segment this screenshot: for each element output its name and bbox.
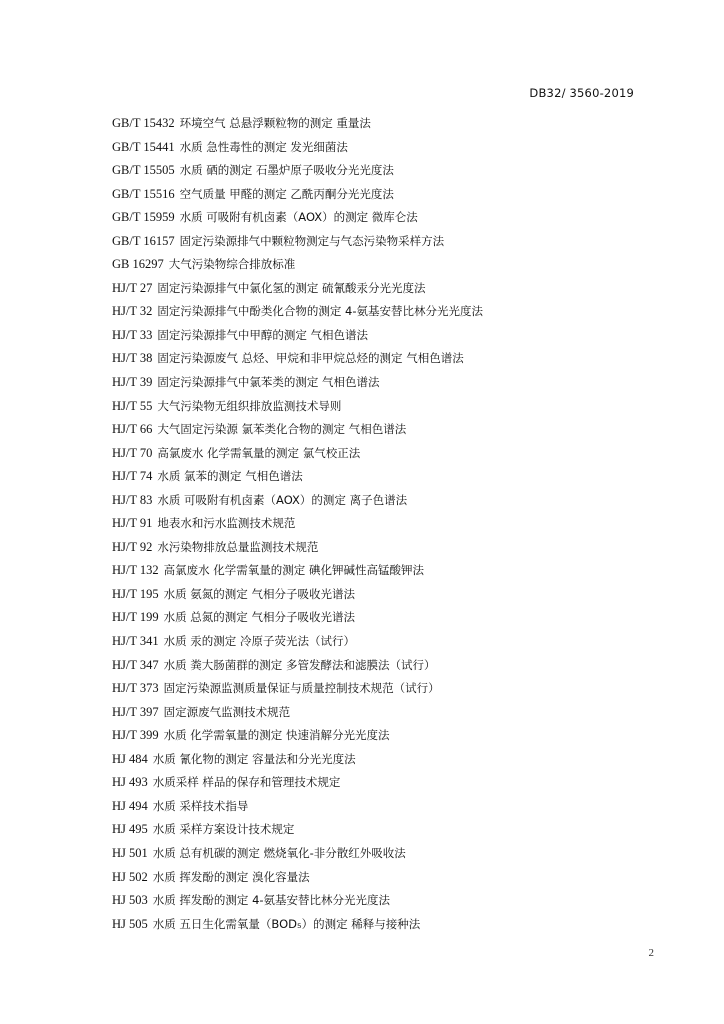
- reference-title: 水污染物排放总量监测技术规范: [157, 539, 319, 554]
- reference-item: [112, 794, 483, 818]
- reference-item: [112, 111, 483, 135]
- reference-item: [112, 865, 483, 889]
- reference-code: HJ 503: [112, 893, 148, 908]
- reference-item: [112, 817, 483, 841]
- reference-title: 地表水和污水监测技术规范: [157, 516, 296, 531]
- reference-code: HJ/T 92: [112, 539, 153, 554]
- reference-code: HJ/T 341: [112, 634, 159, 649]
- reference-code: HJ/T 39: [112, 375, 153, 390]
- reference-code: GB/T 15516: [112, 186, 175, 201]
- reference-title: 固定污染源监测质量保证与质量控制技术规范（试行）: [163, 681, 440, 696]
- reference-code: GB/T 15441: [112, 139, 175, 154]
- reference-title: 固定污染源排气中氯苯类的测定 气相色谱法: [157, 375, 380, 390]
- reference-title: 固定污染源排气中甲醇的测定 气相色谱法: [157, 327, 369, 342]
- reference-title: 水质 急性毒性的测定 发光细菌法: [179, 139, 348, 154]
- reference-title: 固定污染源废气 总烃、甲烷和非甲烷总烃的测定 气相色谱法: [157, 351, 464, 366]
- reference-item: [112, 653, 483, 677]
- reference-item: [112, 346, 483, 370]
- reference-code: HJ/T 32: [112, 304, 153, 319]
- reference-item: [112, 723, 483, 747]
- reference-item: [112, 747, 483, 771]
- reference-item: [112, 205, 483, 229]
- reference-item: [112, 252, 483, 276]
- reference-item: [112, 488, 483, 512]
- reference-title: 固定源废气监测技术规范: [163, 704, 291, 719]
- reference-title: 水质 氨氮的测定 气相分子吸收光谱法: [163, 586, 355, 601]
- reference-code: GB/T 15432: [112, 116, 175, 130]
- reference-item: [112, 700, 483, 724]
- reference-code: HJ/T 33: [112, 327, 153, 342]
- reference-item: [112, 511, 483, 535]
- reference-code: HJ/T 195: [112, 586, 159, 601]
- reference-title: 大气污染物无组织排放监测技术导则: [157, 398, 342, 413]
- reference-item: [112, 299, 483, 323]
- reference-title: 水质 粪大肠菌群的测定 多管发酵法和滤膜法（试行）: [163, 657, 436, 672]
- reference-code: GB/T 16157: [112, 233, 175, 248]
- reference-item: [112, 135, 483, 159]
- reference-code: HJ/T 91: [112, 516, 153, 531]
- reference-item: [112, 370, 483, 394]
- reference-title: 水质 总氮的测定 气相分子吸收光谱法: [163, 610, 355, 625]
- reference-title: 水质 采样方案设计技术规定: [152, 822, 295, 837]
- reference-item: [112, 394, 483, 418]
- reference-item: [112, 629, 483, 653]
- reference-item: [112, 417, 483, 441]
- reference-title: 水质 氰化物的测定 容量法和分光光度法: [152, 751, 356, 766]
- reference-title: 固定污染源排气中颗粒物测定与气态污染物采样方法: [179, 233, 445, 248]
- reference-code: HJ/T 132: [112, 563, 159, 578]
- reference-item: [112, 276, 483, 300]
- reference-code: GB/T 15959: [112, 210, 175, 225]
- reference-item: [112, 229, 483, 253]
- reference-code: HJ/T 347: [112, 657, 159, 672]
- reference-item: [112, 535, 483, 559]
- reference-title: 固定污染源排气中氯化氢的测定 硫氰酸汞分光光度法: [157, 280, 426, 295]
- reference-title: 水质 汞的测定 冷原子荧光法（试行）: [163, 634, 355, 649]
- page-number: 2: [648, 947, 654, 959]
- reference-item: [112, 323, 483, 347]
- reference-title: 水质 可吸附有机卤素（AOX）的测定 微库仑法: [179, 210, 418, 225]
- reference-title: 高氯废水 化学需氧量的测定 氯气校正法: [157, 445, 361, 460]
- reference-code: HJ/T 399: [112, 728, 159, 743]
- reference-code: HJ/T 66: [112, 422, 153, 437]
- reference-item: [112, 582, 483, 606]
- reference-item: [112, 888, 483, 912]
- reference-code: HJ 502: [112, 869, 148, 884]
- reference-title: 固定污染源排气中酚类化合物的测定 4-氨基安替比林分光光度法: [157, 304, 484, 319]
- reference-item: [112, 912, 483, 936]
- reference-code: GB/T 15505: [112, 163, 175, 178]
- reference-title: 高氯废水 化学需氧量的测定 碘化钾碱性高锰酸钾法: [163, 563, 424, 578]
- reference-title: 水质 化学需氧量的测定 快速消解分光光度法: [163, 728, 390, 743]
- reference-item: [112, 770, 483, 794]
- reference-code: HJ/T 38: [112, 351, 153, 366]
- reference-code: HJ 505: [112, 916, 148, 931]
- reference-title: 大气污染物综合排放标准: [168, 257, 296, 272]
- reference-code: HJ/T 373: [112, 681, 159, 696]
- reference-item: [112, 841, 483, 865]
- reference-item: [112, 605, 483, 629]
- reference-title: 水质采样 样品的保存和管理技术规定: [152, 775, 341, 790]
- reference-title: 空气质量 甲醛的测定 乙酰丙酮分光光度法: [179, 186, 394, 201]
- reference-code: HJ 484: [112, 751, 148, 766]
- reference-code: HJ/T 74: [112, 469, 153, 484]
- reference-title: 水质 挥发酚的测定 4-氨基安替比林分光光度法: [152, 893, 391, 908]
- reference-code: HJ/T 27: [112, 280, 153, 295]
- reference-code: HJ/T 70: [112, 445, 153, 460]
- reference-item: [112, 558, 483, 582]
- reference-title: 水质 可吸附有机卤素（AOX）的测定 离子色谱法: [157, 492, 408, 507]
- reference-title: 环境空气 总悬浮颗粒物的测定 重量法: [179, 116, 371, 130]
- reference-code: HJ/T 83: [112, 492, 153, 507]
- reference-code: HJ 494: [112, 798, 148, 813]
- reference-item: [112, 441, 483, 465]
- reference-code: HJ/T 199: [112, 610, 159, 625]
- reference-code: HJ/T 55: [112, 398, 153, 413]
- reference-code: HJ 501: [112, 845, 148, 860]
- standard-code: DB32/ 3560-2019: [529, 86, 634, 100]
- reference-item: [112, 464, 483, 488]
- reference-title: 水质 挥发酚的测定 溴化容量法: [152, 869, 310, 884]
- reference-code: HJ/T 397: [112, 704, 159, 719]
- reference-title: 水质 采样技术指导: [152, 798, 249, 813]
- normative-references-list: [112, 111, 483, 935]
- reference-title: 水质 氯苯的测定 气相色谱法: [157, 469, 303, 484]
- reference-item: [112, 158, 483, 182]
- reference-title: 大气固定污染源 氯苯类化合物的测定 气相色谱法: [157, 422, 407, 437]
- reference-code: GB 16297: [112, 257, 164, 272]
- reference-title: 水质 硒的测定 石墨炉原子吸收分光光度法: [179, 163, 394, 178]
- reference-item: [112, 676, 483, 700]
- reference-item: [112, 182, 483, 206]
- reference-title: 水质 总有机碳的测定 燃烧氧化-非分散红外吸收法: [152, 845, 406, 860]
- reference-code: HJ 493: [112, 775, 148, 790]
- reference-code: HJ 495: [112, 822, 148, 837]
- reference-title: 水质 五日生化需氧量（BOD₅）的测定 稀释与接种法: [152, 916, 421, 931]
